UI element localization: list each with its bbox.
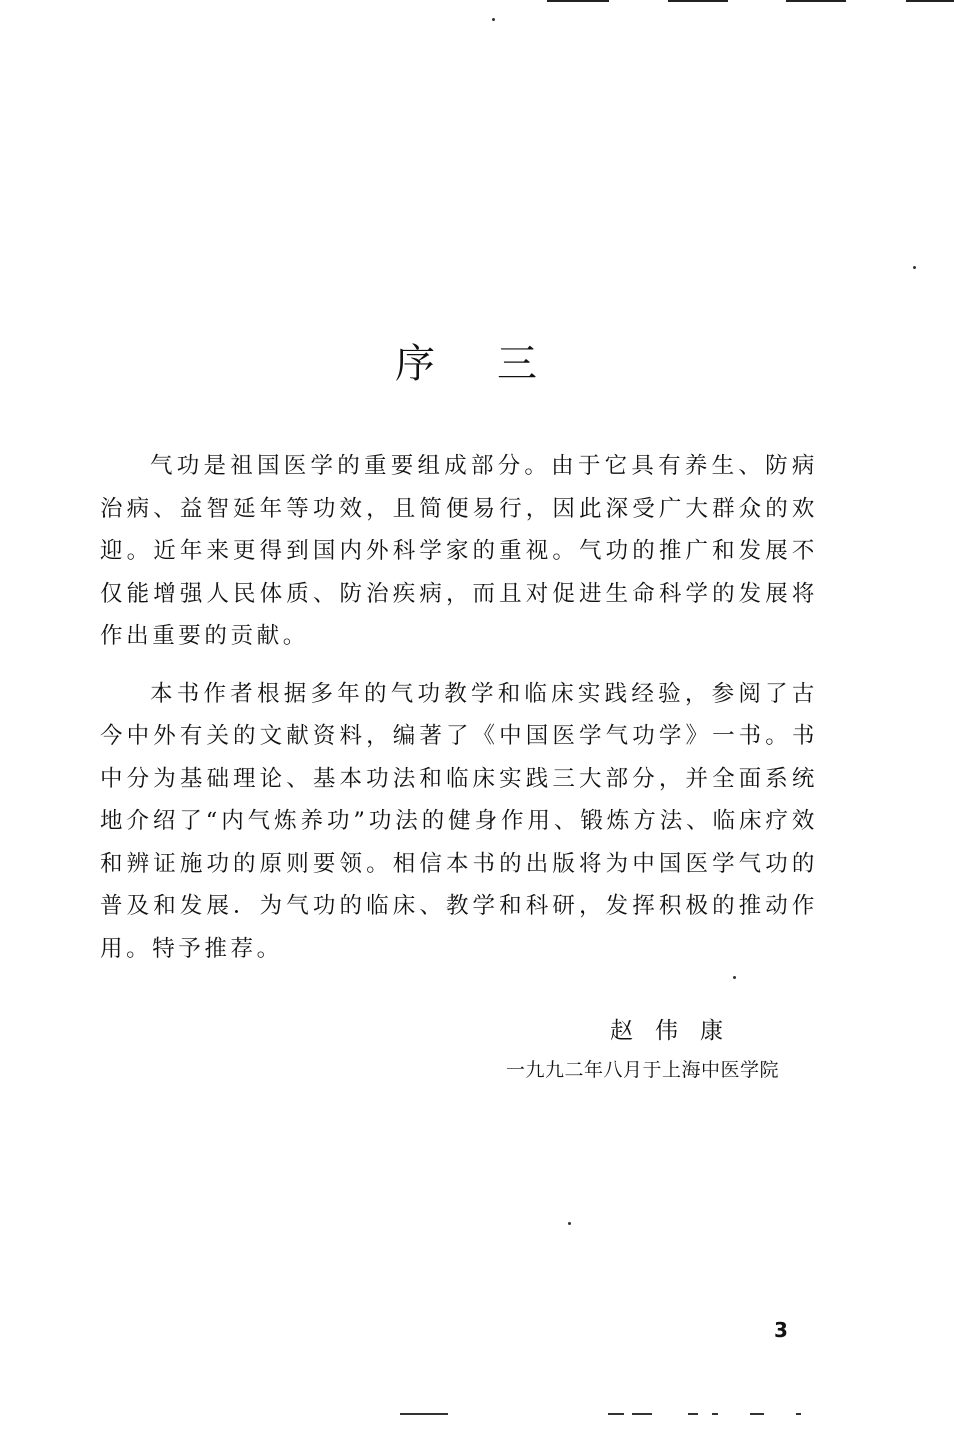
scan-speck bbox=[913, 266, 916, 269]
page-number: 3 bbox=[774, 1318, 788, 1342]
scan-edge-mark bbox=[906, 0, 954, 2]
scan-speck bbox=[733, 976, 736, 979]
scan-speck bbox=[492, 18, 495, 21]
scan-edge-mark bbox=[547, 0, 609, 2]
date-place-line: 一九九二年八月于上海中医学院 bbox=[506, 1059, 780, 1081]
page-title: 序三 bbox=[395, 340, 599, 387]
scan-speck bbox=[568, 1222, 571, 1225]
scan-bottom-artifacts bbox=[400, 1410, 810, 1418]
scan-edge-mark bbox=[786, 0, 846, 2]
scan-edge-mark bbox=[668, 0, 728, 2]
paragraph-1: 气功是祖国医学的重要组成部分。由于它具有养生、防病治病、益智延年等功效，且简便易行，因此深受广大群众的欢迎。近年来更得到国内外科学家的重视。气功的推广和发展不仅能增强人民体质、防治疾病，而且对促进生命科学的发展将作出重要的贡献。 bbox=[100, 453, 818, 649]
author-signature: 赵伟康 bbox=[610, 1018, 745, 1044]
paragraph-2: 本书作者根据多年的气功教学和临床实践经验，参阅了古今中外有关的文献资料，编著了《中国医学气功学》一书。书中分为基础理论、基本功法和临床实践三大部分，并全面系统地介绍了“内气炼养功”功法的健身作用、锻炼方法、临床疗效和辨证施功的原则要领。相信本书的出版将为中国医学气功的普及和发展．为气功的临床、教学和科研，发挥积极的推动作用。特予推荐。 bbox=[100, 680, 818, 962]
body-text bbox=[100, 445, 818, 970]
